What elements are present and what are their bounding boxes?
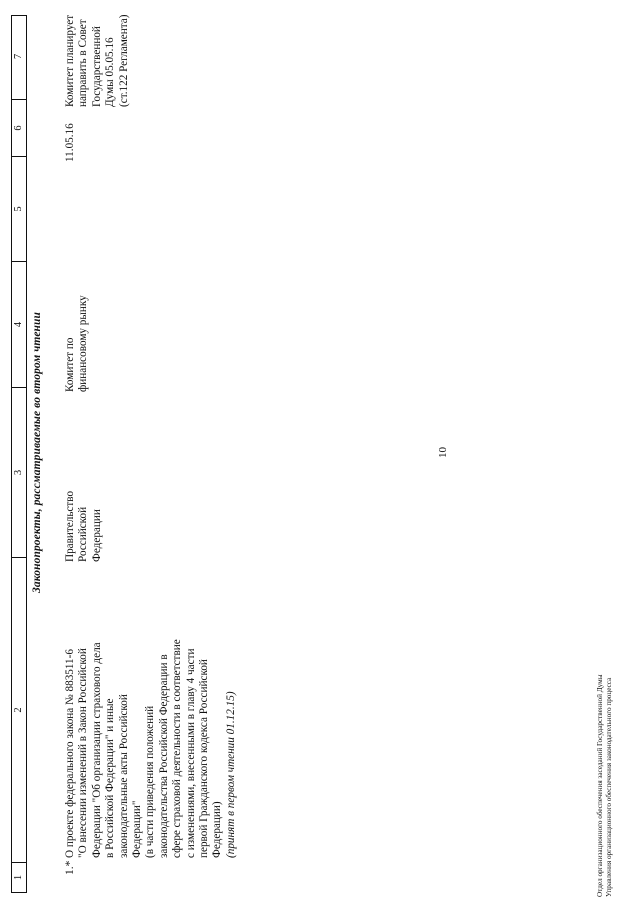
column-number-5: 5 (12, 156, 26, 261)
comment-line: Государственной (90, 26, 103, 107)
bill-description (64, 623, 238, 858)
footer-line: Отдел организационного обеспечения заседаний Государственной Думы (596, 674, 604, 897)
committee-line: финансовому рынку (77, 295, 90, 392)
bill-line: "О внесении изменений в Закон Российской (77, 648, 90, 858)
bill-line: Федерации) (211, 801, 224, 858)
bill-line: О проекте федерального закона № 883511-6 (64, 649, 76, 858)
bill-line: (в части приведения положений (144, 705, 157, 858)
row-number: 1.* (64, 860, 76, 875)
date: 11.05.16 (64, 123, 76, 162)
column-number-7: 7 (13, 53, 24, 60)
comment-line: Думы 05.05.16 (104, 37, 117, 107)
comment-line: (ст.122 Регламента) (117, 14, 130, 107)
column-number-3: 3 (12, 387, 26, 557)
initiator-line: Российской (77, 506, 90, 562)
bill-line: законодательные акты Российской (117, 694, 130, 858)
bill-line: с изменениями, внесенными в главу 4 части (184, 648, 197, 858)
bill-line: сфере страховой деятельности в соответствие (171, 639, 184, 858)
responsible-committee (64, 252, 91, 392)
column-number-6: 6 (12, 99, 26, 156)
bill-line: в Российской Федерации" и иные (104, 698, 117, 858)
bill-line: первой Гражданского кодекса Российской (198, 659, 211, 858)
first-reading-note: (принят в первом чтении 01.12.15) (224, 691, 237, 858)
column-number-1: 1 (12, 862, 26, 892)
footer (596, 674, 614, 897)
column-number-2: 2 (12, 557, 26, 862)
section-title: Законопроекты, рассматриваемые во втором чтении (31, 311, 43, 594)
bill-line: Федерации" (131, 800, 144, 858)
column-number-4: 4 (12, 261, 26, 387)
page-number: 10 (437, 447, 449, 458)
comment-line: Комитет планирует (64, 14, 76, 107)
footer-line: Управления организационного обеспечения законодательного процесса (605, 677, 613, 897)
initiator-line: Правительство (64, 490, 76, 562)
bill-line: Федерации "Об организации страхового дела (90, 642, 103, 858)
comment-line: направить в Совет (77, 19, 90, 107)
initiator (64, 462, 104, 562)
committee-line: Комитет по (64, 337, 76, 392)
column-number-row (11, 15, 27, 893)
initiator-line: Федерации (90, 509, 103, 562)
bill-line: законодательства Российской Федерации в (157, 654, 170, 858)
comment (64, 12, 131, 107)
